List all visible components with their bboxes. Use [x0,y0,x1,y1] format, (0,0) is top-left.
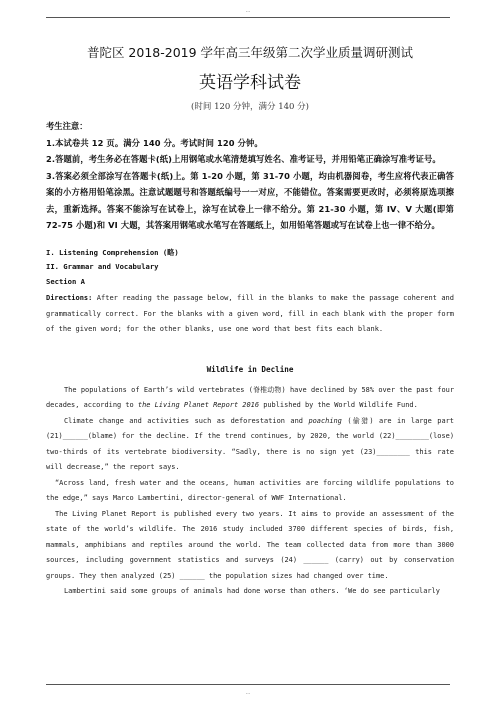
section-a: Section A [46,276,85,286]
poaching-italic: poaching [308,416,342,425]
candidate-notes [46,118,454,234]
passage-paragraph-2 [46,414,454,476]
passage-paragraph-4: The Living Planet Report is published every two years. It aims to provide an assessment of the state of the world’s wildlife. The 2016 study included 3700 different species of birds, fish, mammals, amphibians and reptiles around the world. The team collected data from more than 3000 sources, including government statistics and surveys (24) ______ (carry) out by conservation groups. They then analyzed (25) ______ the population sizes had changed over time. [46,509,454,580]
passage-paragraph-1 [46,383,454,414]
p2-text-a: Climate change and activities such as deforestation and [64,416,309,425]
subject-title: 英语学科试卷 [199,73,301,93]
p2-text-b: (偷猎) are in large part (21)______(blame) for the decline. If the trend continues, by 2020, the world (22)________(lose) two-thirds of its vertebrate biodiversity. “Sadly, there is no sign yet (23)________ this rate will decrease,” the report says. [46,416,454,471]
report-title-italic: the Living Planet Report 2016 [137,401,260,409]
header-rule [46,17,450,18]
directions [46,291,454,338]
directions-label: Directions: [46,294,93,302]
page-content [46,44,454,600]
time-info: (时间 120 分钟，满分 140 分) [191,102,309,112]
section-headings [46,246,454,290]
p1-text-a: The populations of Earth’s wild vertebrates (脊椎动物) have declined by 58% over the past four decades, according to [46,385,454,409]
section-listening: I. Listening Comprehension (略) [46,247,179,257]
note-item-3: 3.答案必须全部涂写在答题卡(纸)上。第 1-20 小题，第 31-70 小题，均由机器阅卷，考生应将代表正确答案的小方格用铅笔涂黑。注意试题题号和答题纸编号一一对应，不能错位。答案需要更改时，必须将原选项擦去，重新选择。答案不能涂写在试卷上，涂写在试卷上一律不给分。第 21-30 小题，第 IV、V 大题(即第 72-75 小题)和 VI 大题，其答案用钢笔或水笔写在答题纸上，如用铅笔答题或写在试卷上也一律不给分。 [46,170,454,230]
note-item-1: 1.本试卷共 12 页。满分 140 分。考试时间 120 分钟。 [46,137,263,148]
passage-paragraph-3: “Across land, fresh water and the oceans, human activities are forcing wildlife populations to the edge,” says Marco Lambertini, director-general of WWF International. [46,478,454,502]
directions-text: After reading the passage below, fill in the blanks to make the passage coherent and grammatically correct. For the blanks with a given word, fill in each blank with the proper form of the given word; for the other blanks, use one word that best fits each blank. [46,294,454,333]
passage-title: Wildlife in Decline [206,364,294,374]
page-header-mark: .. [245,6,251,14]
notes-heading: 考生注意： [46,121,88,131]
note-item-2: 2.答题前，考生务必在答题卡(纸)上用钢笔或水笔清楚填写姓名、准考证号，并用铅笔正确涂写准考证号。 [46,154,441,164]
page-footer-mark: .. [245,688,251,696]
passage-paragraph-5: Lambertini said some groups of animals had done worse than others. ‘We do see particularly [64,587,440,595]
footer-rule [46,684,450,685]
section-grammar: II. Grammar and Vocabulary [46,262,159,271]
exam-title: 普陀区 2018-2019 学年高三年级第二次学业质量调研测试 [86,45,414,60]
p1-text-b: published by the World Wildlife Fund. [259,401,418,409]
